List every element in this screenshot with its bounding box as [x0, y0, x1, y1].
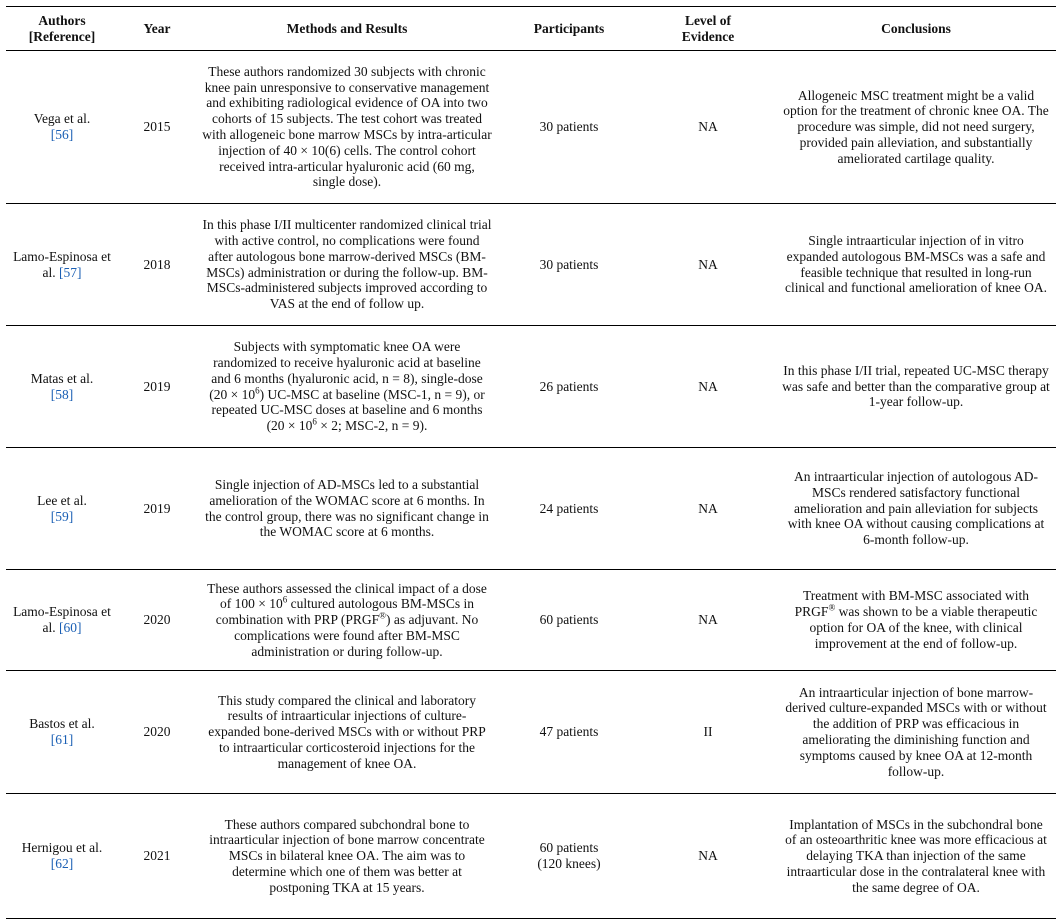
cell-year: 2019 [118, 326, 196, 448]
cell-level: NA [640, 794, 776, 919]
cell-methods: In this phase I/II multicenter randomized clinical trial with active control, no complications were found after autologous bone marrow-derived MSCs (BM-MSCs) administration or during the follow-up. BM-MSCs-administered subjects improved according to VAS at the end of follow up. [196, 204, 498, 326]
cell-conclusions: An intraarticular injection of autologous AD-MSCs rendered satisfactory functional amelioration and pain alleviation for subjects with knee OA without causing complications at 6-month follow-up. [776, 448, 1056, 570]
reference-link[interactable]: [57] [59, 264, 82, 280]
table-row [6, 570, 1056, 671]
methods-text-c: × 2; MSC-2, n = 9). [316, 418, 428, 434]
cell-participants: 26 patients [498, 326, 640, 448]
cell-year: 2021 [118, 794, 196, 919]
cell-conclusions: Single intraarticular injection of in vitro expanded autologous BM-MSCs was a safe and feasible technique that resulted in long-run clinical and functional amelioration of knee OA. [776, 204, 1056, 326]
cell-methods: Single injection of AD-MSCs led to a substantial amelioration of the WOMAC score at 6 months. In the control group, there was no significant change in the WOMAC score at 6 months. [196, 448, 498, 570]
reference-link[interactable]: [56] [50, 127, 74, 142]
superscript: 6 [282, 594, 288, 605]
cell-year: 2019 [118, 448, 196, 570]
cell-year: 2020 [118, 671, 196, 794]
cell-author [6, 448, 118, 570]
author-name: Lamo-Espinosa et al. [13, 604, 111, 635]
table-row [6, 671, 1056, 794]
methods-text-b: ) UC-MSC at baseline (MSC-1, n = 9), or repeated UC-MSC doses at baseline and 6 months (20 × 10 [211, 386, 485, 434]
cell-participants [498, 794, 640, 919]
reference-link[interactable]: [61] [50, 732, 74, 747]
cell-methods: These authors randomized 30 subjects with chronic knee pain unresponsive to conservative management and exhibiting radiological evidence of OA into two cohorts of 15 subjects. The test cohort was treated with allogeneic bone marrow MSCs by intra-articular injection of 40 × 10(6) cells. The control cohort received intra-articular hyaluronic acid (60 mg, single dose). [196, 51, 498, 204]
studies-table [6, 6, 1056, 919]
cell-participants: 30 patients [498, 51, 640, 204]
cell-level: NA [640, 448, 776, 570]
header-level: Level of Evidence [640, 7, 776, 51]
methods-text-a: These authors assessed the clinical impact of a dose of 100 × 10 [207, 580, 487, 612]
author-name: Matas et al. [30, 370, 94, 386]
header-conclusions: Conclusions [776, 7, 1056, 51]
cell-year: 2015 [118, 51, 196, 204]
superscript: 6 [312, 416, 317, 427]
cell-conclusions: Allogeneic MSC treatment might be a valid option for the treatment of chronic knee OA. The procedure was simple, did not need surgery, provided pain alleviation, and substantially ameliorated cartilage quality. [776, 51, 1056, 204]
methods-text-c: ) as adjuvant. No complications were found after BM-MSC administration or during follow-up. [234, 612, 479, 659]
cell-conclusions: In this phase I/II trial, repeated UC-MSC therapy was safe and better than the comparative group at 1-year follow-up. [776, 326, 1056, 448]
cell-conclusions: An intraarticular injection of bone marrow-derived culture-expanded MSCs with or without the addition of PRP was efficacious in ameliorating the diminishing function and symptoms caused by knee OA at 12-month follow-up. [776, 671, 1056, 794]
cell-methods [196, 570, 498, 671]
cell-conclusions: Implantation of MSCs in the subchondral bone of an osteoarthritic knee was more efficacious at delaying TKA than injection of the same intraarticular dose in the contralateral knee with the same degree of OA. [776, 794, 1056, 919]
cell-author [6, 671, 118, 794]
cell-level: II [640, 671, 776, 794]
header-row [6, 7, 1056, 51]
cell-methods: These authors compared subchondral bone to intraarticular injection of bone marrow concentrate MSCs in bilateral knee OA. The aim was to determine which one of them was better at postponing TKA at 15 years. [196, 794, 498, 919]
table-row [6, 51, 1056, 204]
cell-conclusions [776, 570, 1056, 671]
header-authors: Authors [Reference] [6, 7, 118, 51]
cell-year: 2020 [118, 570, 196, 671]
author-name: Vega et al. [33, 111, 91, 127]
reference-link[interactable]: [60] [59, 620, 82, 635]
cell-methods [196, 326, 498, 448]
cell-level: NA [640, 570, 776, 671]
reference-link[interactable]: [59] [50, 508, 74, 524]
table-row [6, 326, 1056, 448]
author-name: Lee et al. [37, 492, 87, 508]
cell-level: NA [640, 326, 776, 448]
header-methods: Methods and Results [196, 7, 498, 51]
participants-knees: (120 knees) [537, 856, 601, 871]
studies-table-container [6, 6, 1056, 919]
cell-level: NA [640, 204, 776, 326]
reference-link[interactable]: [58] [50, 386, 74, 402]
registered-mark: ® [828, 602, 836, 613]
superscript: 6 [255, 385, 260, 395]
author-name: Hernigou et al. [21, 840, 103, 856]
table-row [6, 204, 1056, 326]
conclusions-text-a: Treatment with BM-MSC associated with PRGF [794, 588, 1029, 620]
cell-participants: 47 patients [498, 671, 640, 794]
table-row [6, 794, 1056, 919]
reference-link[interactable]: [62] [50, 856, 74, 871]
cell-author [6, 51, 118, 204]
table-row [6, 448, 1056, 570]
cell-year: 2018 [118, 204, 196, 326]
cell-author [6, 326, 118, 448]
cell-participants: 60 patients [498, 570, 640, 671]
methods-text-b: cultured autologous BM-MSCs in combination with PRP (PRGF [215, 596, 474, 628]
header-year: Year [118, 7, 196, 51]
cell-methods: This study compared the clinical and laboratory results of intraarticular injections of culture-expanded bone-derived MSCs with or without PRP to intraarticular corticosteroid injections for the management of knee OA. [196, 671, 498, 794]
header-participants: Participants [498, 7, 640, 51]
cell-author [6, 570, 118, 671]
cell-participants: 24 patients [498, 448, 640, 570]
author-name: Lamo-Espinosa et al. [13, 248, 111, 280]
methods-text-a: Subjects with symptomatic knee OA were randomized to receive hyaluronic acid at baseline and 6 months (hyaluronic acid, n = 8), single-dose (20 × 10 [209, 339, 483, 402]
conclusions-text-b: was shown to be a viable therapeutic option for OA of the knee, with clinical improvement at the end of follow-up. [809, 604, 1038, 651]
cell-author [6, 204, 118, 326]
cell-participants: 30 patients [498, 204, 640, 326]
table-header [6, 7, 1056, 51]
cell-level: NA [640, 51, 776, 204]
table-body [6, 51, 1056, 919]
participants-count: 60 patients [539, 840, 599, 856]
cell-author [6, 794, 118, 919]
registered-mark: ® [379, 610, 386, 621]
author-name: Bastos et al. [29, 716, 95, 732]
